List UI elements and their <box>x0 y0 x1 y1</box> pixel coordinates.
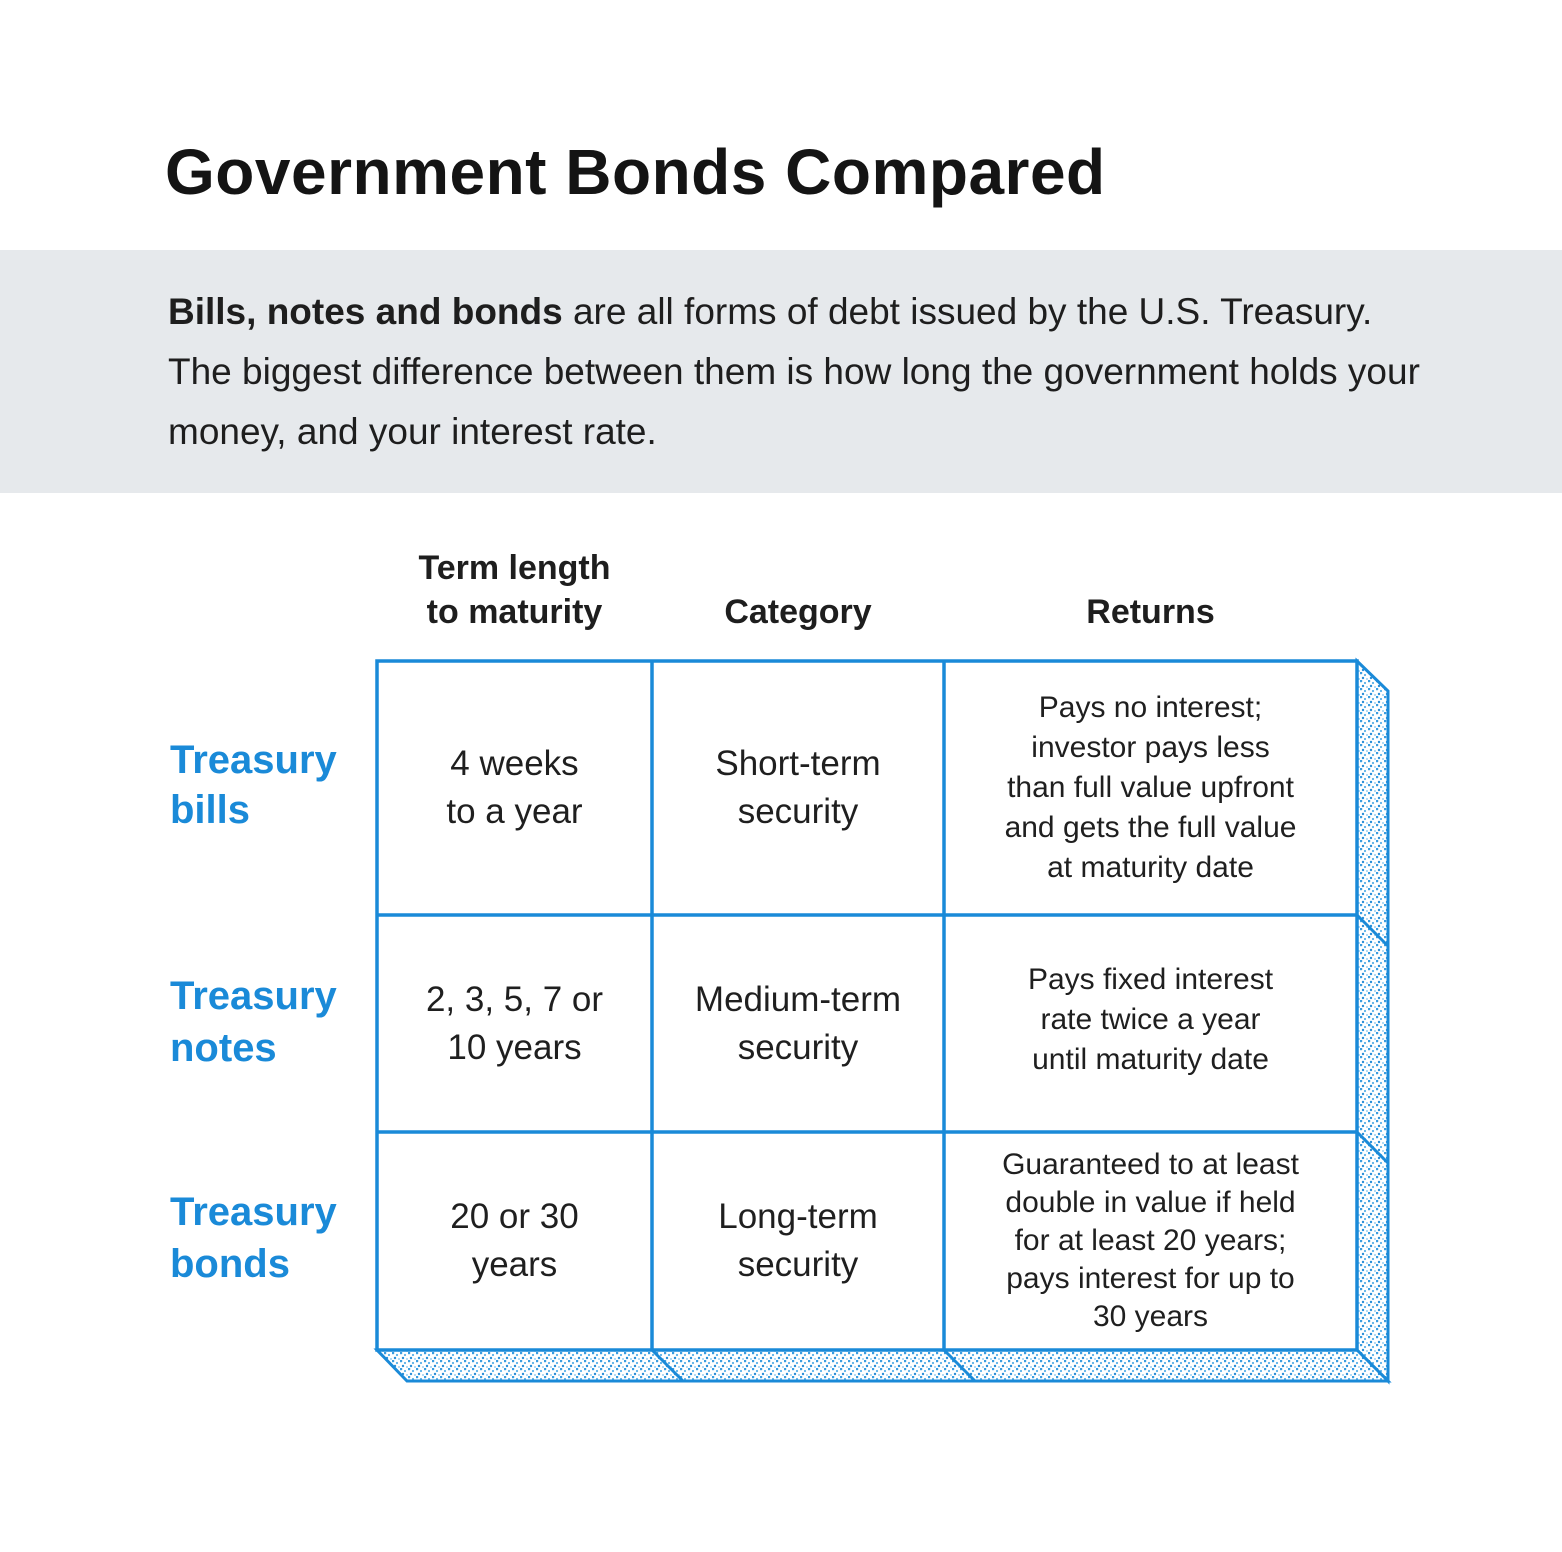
cell-bonds-term: 20 or 30 years <box>450 1197 579 1284</box>
column-header-returns: Returns <box>1086 593 1215 631</box>
cell-bills-returns: Pays no interest; investor pays less than full value upfront and gets the full value at maturity date <box>1004 691 1297 884</box>
column-header-term: Term length to maturity <box>418 549 611 631</box>
cell-notes-category: Medium-term security <box>694 979 902 1067</box>
cell-bills-term: 4 weeks to a year <box>446 744 583 831</box>
intro-bold-lead: Bills, notes and bonds <box>168 291 563 332</box>
page-title: Government Bonds Compared <box>165 136 1106 208</box>
column-header-category: Category <box>724 593 872 631</box>
row-label-notes: Treasury notes <box>170 974 337 1070</box>
cell-bonds-returns: Guaranteed to at least double in value if held for at least 20 years; pays interest for up to 30 years <box>1002 1148 1299 1333</box>
cell-bonds-category: Long-term security <box>718 1197 878 1284</box>
intro-rest: are all forms of debt issued by the U.S. Treasury. The biggest difference between them is how long the government holds your money, and your interest rate. <box>168 291 1420 452</box>
cell-notes-term: 2, 3, 5, 7 or 10 years <box>425 979 604 1067</box>
grid-bottom-face <box>377 1350 1388 1381</box>
grid-side-face <box>1357 661 1388 1381</box>
cell-notes-returns: Pays fixed interest rate twice a year until maturity date <box>1027 962 1274 1076</box>
row-label-bills: Treasury bills <box>170 738 337 832</box>
row-label-bonds: Treasury bonds <box>170 1190 337 1286</box>
cell-bills-category: Short-term security <box>715 744 881 831</box>
